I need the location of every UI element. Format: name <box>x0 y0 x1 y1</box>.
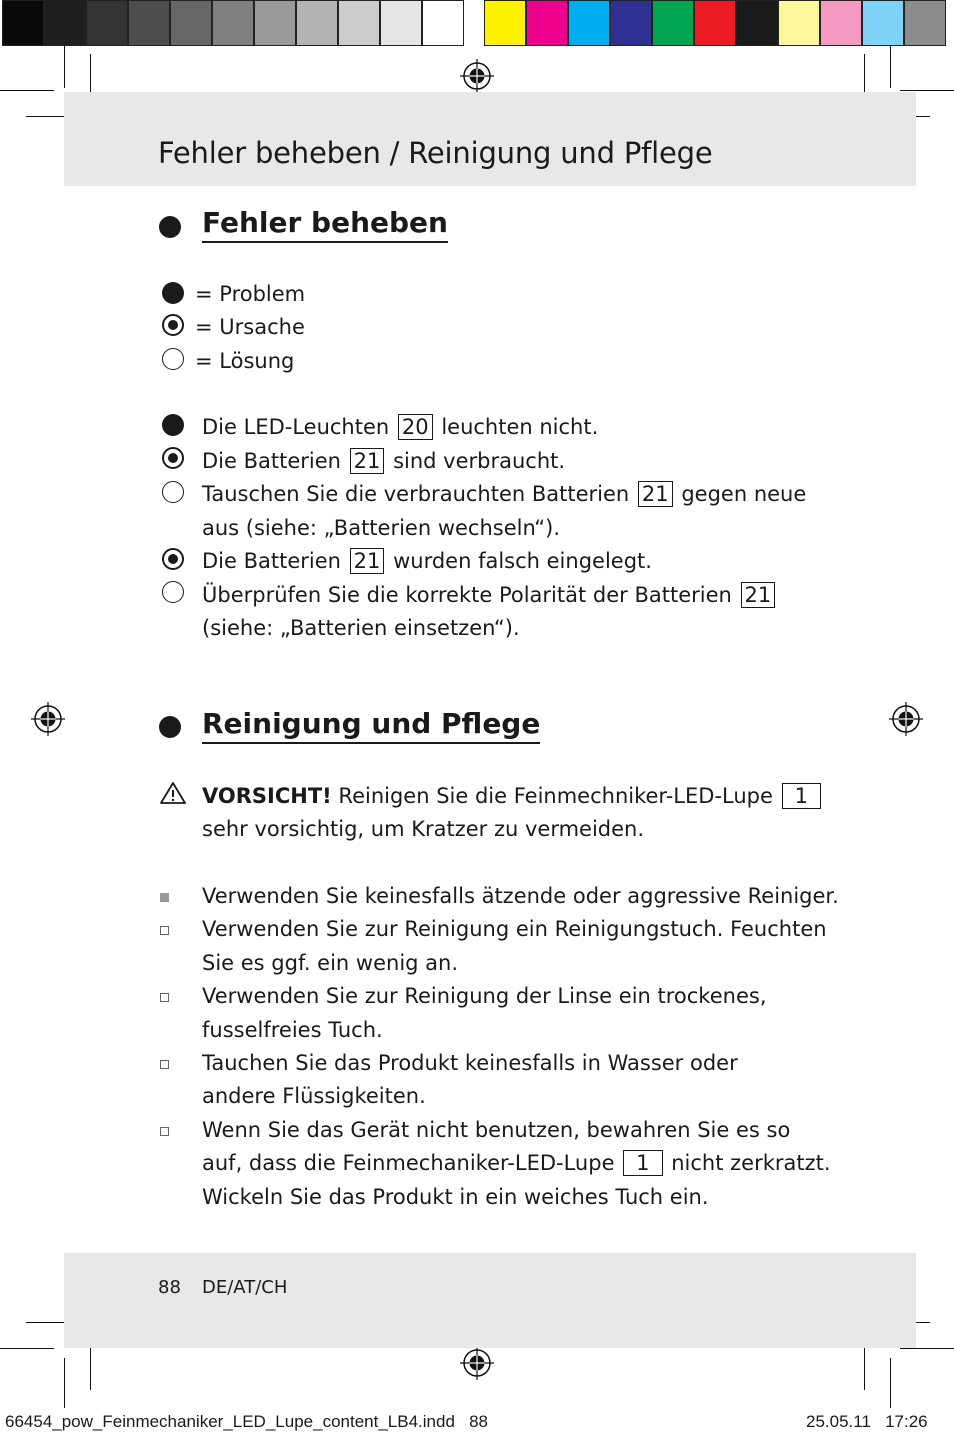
color-swatch <box>694 0 736 46</box>
list-item-continuation: andere Flüssigkeiten. <box>202 1084 426 1108</box>
part-reference: 20 <box>398 414 433 440</box>
part-reference: 21 <box>741 582 776 608</box>
list-item-continuation <box>202 1149 831 1177</box>
list-item-continuation: fusselfreies Tuch. <box>202 1018 383 1042</box>
problem-icon <box>162 282 184 304</box>
cause-text-start: Die Batterien <box>202 549 341 573</box>
section-heading-troubleshooting: Fehler beheben <box>202 206 448 243</box>
problem-icon <box>162 414 184 436</box>
problem-text-start: Die LED-Leuchten <box>202 415 390 439</box>
gray-swatch <box>170 0 212 46</box>
section-bullet-icon <box>159 716 181 738</box>
list-item-text-start: auf, dass die Feinmechaniker-LED-Lupe <box>202 1151 615 1175</box>
solution-text-end: gegen neue <box>681 482 807 506</box>
legend-solution-label: = Lösung <box>195 349 295 373</box>
caution-text-start: Reinigen Sie die Feinmechniker-LED-Lupe <box>338 784 773 808</box>
solution-text-start: Überprüfen Sie die korrekte Polarität der Batterien <box>202 583 732 607</box>
gray-swatch <box>128 0 170 46</box>
print-slug-file: 66454_pow_Feinmechaniker_LED_Lupe_content_LB4.indd 88 <box>5 1412 488 1431</box>
solution-text <box>202 581 777 609</box>
list-item-continuation: Sie es ggf. ein wenig an. <box>202 951 459 975</box>
print-slug-date: 25.05.11 17:26 <box>806 1412 928 1431</box>
problem-text-end: leuchten nicht. <box>441 415 599 439</box>
bullet-square-icon <box>160 1127 169 1136</box>
color-swatch <box>820 0 862 46</box>
cause-text <box>202 447 565 475</box>
solution-icon <box>162 481 184 503</box>
gray-swatch <box>44 0 86 46</box>
color-swatch <box>736 0 778 46</box>
caution-text <box>202 782 823 810</box>
cause-text-start: Die Batterien <box>202 449 341 473</box>
gray-swatch <box>338 0 380 46</box>
problem-text <box>202 413 598 441</box>
part-reference: 21 <box>638 481 673 507</box>
registration-mark-left-icon <box>31 702 65 736</box>
color-swatch <box>610 0 652 46</box>
list-item: Verwenden Sie zur Reinigung der Linse ein trockenes, <box>202 984 767 1008</box>
list-item-continuation: Wickeln Sie das Produkt in ein weiches Tuch ein. <box>202 1185 709 1209</box>
solution-text-line2: (siehe: „Batterien einsetzen“). <box>202 616 520 640</box>
cause-icon <box>162 548 184 570</box>
bullet-square-icon <box>160 993 169 1002</box>
warning-triangle-icon <box>160 781 186 805</box>
part-reference: 1 <box>623 1150 662 1176</box>
gray-swatch <box>86 0 128 46</box>
list-item: Verwenden Sie zur Reinigung ein Reinigungstuch. Feuchten <box>202 917 827 941</box>
section-heading-care: Reinigung und Pflege <box>202 707 540 744</box>
caution-text-line2: sehr vorsichtig, um Kratzer zu vermeiden. <box>202 817 645 841</box>
gray-swatch <box>296 0 338 46</box>
legend-problem-label: = Problem <box>195 282 306 306</box>
legend-cause-label: = Ursache <box>195 315 305 339</box>
color-swatch <box>862 0 904 46</box>
gray-swatch <box>380 0 422 46</box>
bullet-square-icon <box>160 893 169 902</box>
gray-swatch <box>254 0 296 46</box>
color-swatch <box>484 0 526 46</box>
color-swatch <box>778 0 820 46</box>
registration-mark-right-icon <box>889 702 923 736</box>
list-item: Tauchen Sie das Produkt keinesfalls in Wasser oder <box>202 1051 738 1075</box>
part-reference: 21 <box>350 448 385 474</box>
cause-icon <box>162 447 184 469</box>
cause-text-end: sind verbraucht. <box>393 449 566 473</box>
cause-text <box>202 547 652 575</box>
gray-swatch <box>212 0 254 46</box>
list-item: Wenn Sie das Gerät nicht benutzen, bewahren Sie es so <box>202 1118 791 1142</box>
cause-icon <box>162 314 184 336</box>
part-reference: 21 <box>350 548 385 574</box>
solution-text <box>202 480 806 508</box>
page-title: Fehler beheben / Reinigung und Pflege <box>158 136 713 170</box>
gray-swatch <box>422 0 464 46</box>
bullet-square-icon <box>160 926 169 935</box>
solution-text-start: Tauschen Sie die verbrauchten Batterien <box>202 482 630 506</box>
solution-text-line2: aus (siehe: „Batterien wechseln“). <box>202 516 561 540</box>
color-swatch <box>904 0 946 46</box>
footer-band <box>64 1253 916 1348</box>
part-reference: 1 <box>782 783 821 809</box>
solution-icon <box>162 581 184 603</box>
color-swatch <box>652 0 694 46</box>
section-bullet-icon <box>159 216 181 238</box>
list-item-text-end: nicht zerkratzt. <box>671 1151 831 1175</box>
caution-label: VORSICHT! <box>202 784 332 808</box>
solution-icon <box>162 348 184 370</box>
list-item: Verwenden Sie keinesfalls ätzende oder aggressive Reiniger. <box>202 884 839 908</box>
color-swatch <box>526 0 568 46</box>
bullet-square-icon <box>160 1060 169 1069</box>
registration-mark-top-icon <box>460 59 494 93</box>
locale-label: DE/AT/CH <box>202 1277 288 1298</box>
registration-mark-bottom-icon <box>460 1346 494 1380</box>
gray-swatch <box>2 0 44 46</box>
color-swatch <box>568 0 610 46</box>
page-number: 88 <box>158 1277 181 1298</box>
cause-text-end: wurden falsch eingelegt. <box>393 549 652 573</box>
